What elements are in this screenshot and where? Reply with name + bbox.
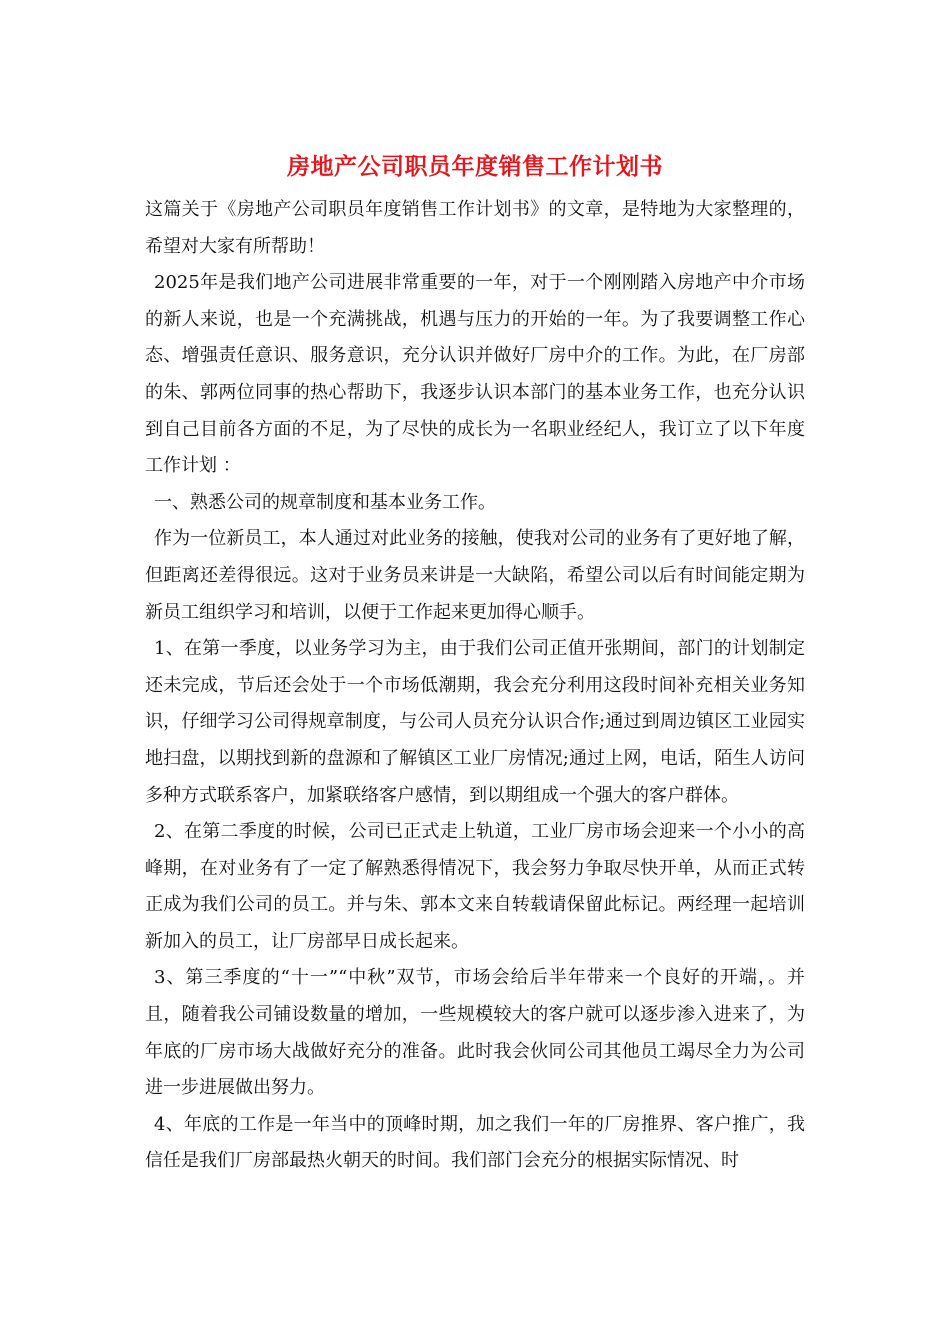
document-body xyxy=(145,192,805,1180)
section-1-paragraph: 作为一位新员工，本人通过对此业务的接触，使我对公司的业务有了更好地了解，但距离还差得很远。这对于业务员来讲是一大缺陷，希望公司以后有时间能定期为新员工组织学习和培训，以便于工作起来更加得心顺手。 xyxy=(145,528,805,623)
quarter-2-paragraph: 2、在第二季度的时候，公司已正式走上轨道，工业厂房市场会迎来一个小小的高峰期，在对业务有了一定了解熟悉得情况下，我会努力争取尽快开单，从而正式转正成为我们公司的员工。并与朱、郭本文来自转载请保留此标记。两经理一起培训新加入的员工，让厂房部早日成长起来。 xyxy=(145,821,805,952)
section-heading-1: 一、熟悉公司的规章制度和基本业务工作。 xyxy=(154,491,496,513)
quarter-4-paragraph: 4、年底的工作是一年当中的顶峰时期，加之我们一年的厂房推界、客户推广，我信任是我们厂房部最热火朝天的时间。我们部门会充分的根据实际情况、时 xyxy=(145,1113,805,1172)
intro-paragraph: 这篇关于《房地产公司职员年度销售工作计划书》的文章，是特地为大家整理的，希望对大家有所帮助！ xyxy=(145,199,805,257)
document-title: 房地产公司职员年度销售工作计划书 xyxy=(287,153,663,180)
quarter-3-paragraph: 3、第三季度的“十一”“中秋”双节，市场会给后半年带来一个良好的开端，。并且，随着我公司铺设数量的增加，一些规模较大的客户就可以逐步渗入进来了，为年底的厂房市场大战做好充分的准备。此时我会伙同公司其他员工竭尽全力为公司进一步进展做出努力。 xyxy=(145,967,805,1099)
overview-paragraph: 2025年是我们地产公司进展非常重要的一年，对于一个刚刚踏入房地产中介市场的新人来说，也是一个充满挑战，机遇与压力的开始的一年。为了我要调整工作心态、增强责任意识、服务意识，充分认识并做好厂房中介的工作。为此，在厂房部的朱、郭两位同事的热心帮助下，我逐步认识本部门的基本业务工作，也充分认识到自己目前各方面的不足，为了尽快的成长为一名职业经纪人，我订立了以下年度工作计划 ： xyxy=(145,272,805,477)
quarter-1-paragraph: 1、在第一季度，以业务学习为主，由于我们公司正值开张期间，部门的计划制定还未完成，节后还会处于一个市场低潮期，我会充分利用这段时间补充相关业务知识，仔细学习公司得规章制度，与公司人员充分认识合作;通过到周边镇区工业园实地扫盘，以期找到新的盘源和了解镇区工业厂房情况;通过上网，电话，陌生人访问多种方式联系客户，加紧联络客户感情，到以期组成一个强大的客户群体。 xyxy=(145,638,805,806)
